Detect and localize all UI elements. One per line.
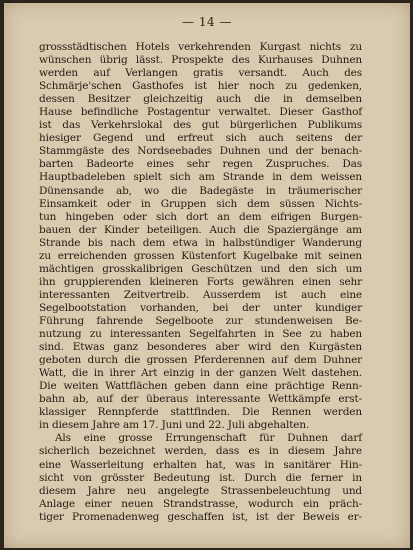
text-line: in diesem Jahre am 17. Juni und 22. Juli abgehalten.	[39, 419, 310, 432]
paragraph-1	[39, 41, 362, 432]
text-line: mächtigen grosskalibrigen Geschützen und den sich um	[39, 262, 362, 275]
text-line: werden auf Verlangen gratis versandt. Auch des	[39, 67, 362, 80]
text-line: Strande bis nach dem etwa in halbstündiger Wanderung	[39, 236, 362, 249]
text-line: bauen der Kinder beteiligen. Auch die Spaziergänge am	[39, 223, 362, 236]
text-line: barten Badeorte eines sehr regen Zuspruches. Das	[39, 158, 362, 171]
text-line: wünschen übrig lässt. Prospekte des Kurhauses Duhnen	[39, 54, 362, 67]
text-line: Stammgäste des Nordseebades Duhnen und der benach-	[39, 145, 362, 158]
text-line: Die weiten Wattflächen geben dann eine prächtige Renn-	[39, 380, 362, 393]
book-page	[4, 3, 410, 548]
text-line: dessen Besitzer gleichzeitig auch die in demselben	[39, 93, 362, 106]
text-line: ist das Verkehrslokal des gut bürgerlichen Publikums	[39, 119, 362, 132]
text-line: sind. Etwas ganz besonderes aber wird den Kurgästen	[39, 341, 362, 354]
text-line: Als eine grosse Errungenschaft für Duhnen darf	[55, 432, 362, 445]
text-line: interessanten Zeitvertreib. Ausserdem ist auch eine	[39, 288, 362, 301]
text-line: hiesiger Gegend und erfreut sich auch seitens der	[39, 132, 362, 145]
text-line: geboten durch die grossen Pferderennen auf dem Duhner	[39, 354, 362, 367]
text-line: Anlage einer neuen Strandstrasse, wodurch ein präch-	[39, 497, 362, 510]
text-line: sicht von grösster Bedeutung ist. Durch die ferner in	[39, 471, 362, 484]
body-text	[39, 41, 362, 524]
text-line: nutzung zu interessanten Segelfahrten in See zu haben	[39, 328, 362, 341]
text-line: grossstädtischen Hotels verkehrenden Kurgast nichts zu	[39, 41, 362, 53]
text-line: bahn ab, auf der überaus interessante Wettkämpfe erst-	[39, 393, 362, 406]
text-line: klassiger Rennpferde stattfinden. Die Rennen werden	[39, 406, 362, 419]
text-line: Hauptbadeleben spielt sich am Strande in dem weissen	[39, 171, 362, 184]
text-line: tun hingeben oder sich dort an dem eifrigen Burgen-	[39, 210, 362, 223]
text-line: sicherlich bezeichnet werden, dass es in diesem Jahre	[39, 445, 362, 458]
text-line: ihn gruppierenden kleineren Forts gewähren einen sehr	[39, 275, 362, 288]
paragraph-2	[39, 432, 362, 523]
text-line: tiger Promenadenweg geschaffen ist, ist der Beweis er-	[39, 510, 362, 523]
page-number: — 14 —	[182, 15, 232, 29]
text-line: Führung fahrende Segelboote zur stundenweisen Be-	[39, 314, 362, 327]
text-line: Dünensande ab, wo die Badegäste in träumerischer	[39, 184, 362, 197]
text-line: Schmärje'schen Gasthofes ist hier noch zu gedenken,	[39, 80, 362, 93]
text-line: Segelbootstation vorhanden, bei der unter kundiger	[39, 301, 362, 314]
text-line: Watt, die in ihrer Art einzig in der ganzen Welt dastehen.	[39, 367, 362, 380]
text-line: diesem Jahre neu angelegte Strassenbeleuchtung und	[39, 484, 362, 497]
text-line: Hause befindliche Postagentur verwaltet. Dieser Gasthof	[39, 106, 362, 119]
text-line: eine Wasserleitung erhalten hat, was in sanitärer Hin-	[39, 458, 362, 471]
text-line: zu erreichenden grossen Küstenfort Kugelbake mit seinen	[39, 249, 362, 262]
text-line: Einsamkeit oder in Gruppen sich dem süssen Nichts-	[39, 197, 362, 210]
